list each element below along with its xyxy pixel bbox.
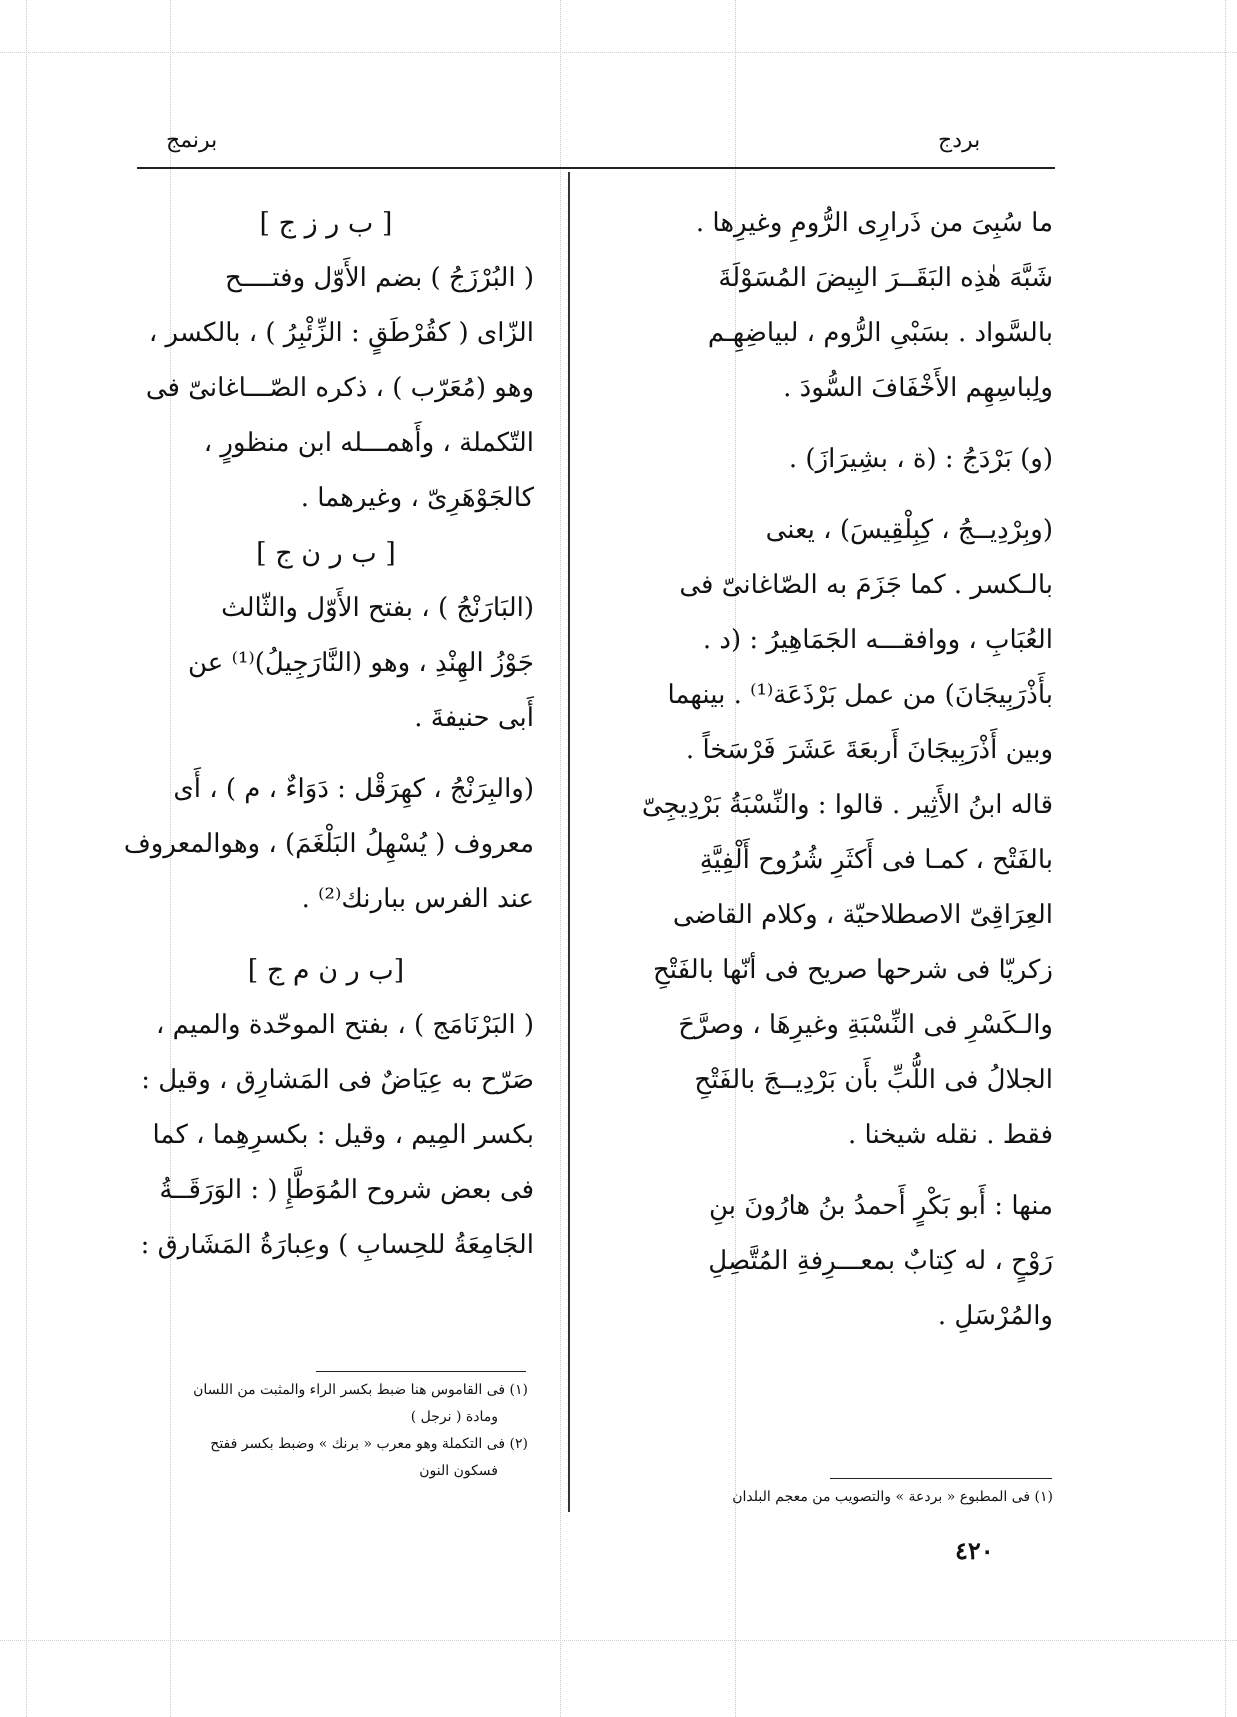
text-line: بالسَّواد . بسَبْىِ الرُّوم ، لبياضِهِـم [707,318,1053,348]
text-line: رَوْحٍ ، له كِتابٌ بمعـــرِفةِ المُتَّصِلِ [708,1246,1053,1276]
text-line: عند الفرس ببارنك⁽²⁾ . [301,884,534,914]
footnote-rule-right [830,1478,1052,1479]
text-line: شَبَّهَ هٰذِه البَقَــرَ البِيضَ المُسَوْلَةَ [718,263,1053,293]
text-line: وبين أَذْرَبِيجَانَ أَربعَةَ عَشَرَ فَرْسَخاً . [685,735,1053,765]
scan-guide [560,0,561,1717]
text-line: والمُرْسَلِ . [937,1301,1053,1331]
text-line: العُبَابِ ، ووافقـــه الجَمَاهِيرُ : (د . [702,625,1053,655]
text-line: (البَارَنْجُ ) ، بفتح الأَوّل والثّالث [221,593,534,623]
entry-heading: [ب ر ن م ج ] [247,955,405,986]
footnote-line: فسكون النون [419,1463,498,1479]
footnote-rule-left [316,1371,526,1372]
text-line: (وبِرْدِيــجُ ، كِبِلْقِيسَ) ، يعنى [765,515,1053,545]
footnote-line: ومادة ( نرجل ) [410,1409,498,1425]
text-line: الزّاى ( كقُرْطَقٍ : الزِّئْبِرُ ) ، بالكسر ، [148,318,534,348]
text-line: (والبِرَنْجُ ، كهِرَقْل : دَوَاءٌ ، م ) ، أَى [173,774,534,804]
text-line: ( البُرْزَجُ ) بضم الأَوّل وفتــــح [225,263,534,293]
text-line: ولِباسِهِم الأَخْفَافَ السُّودَ . [783,373,1053,403]
footnote-right: (١) فى المطبوع « بردعة » والتصويب من معجم البلدان [732,1489,1053,1505]
entry-bardaj: (و) بَرْدَجُ : (ة ، بشِيرَازَ) . [788,444,1053,474]
text-line: صَرّح به عِيَاضٌ فى المَشارِق ، وقيل : [141,1065,534,1095]
scan-guide [1225,0,1226,1717]
text-line: كالجَوْهَرِىّ ، وغيرهما . [300,483,534,513]
text-line: ما سُبِىَ من ذَرارِى الرُّومِ وغيرِها . [695,208,1053,238]
text-line: بكسر المِيم ، وقيل : بكسرِهِما ، كما [152,1120,534,1150]
text-line: الجَامِعَةُ للحِسابِ ) وعِبارَةُ المَشَارق : [140,1230,534,1260]
footnotes-left [108,1377,528,1485]
right-column [605,196,1053,1344]
text-line: فقط . نقله شيخنا . [848,1120,1053,1150]
text-line: منها : أَبو بَكْرٍ أَحمدُ بنُ هارُونَ بنِ [709,1191,1053,1221]
text-line: وهو (مُعَرّب ) ، ذكره الصّـــاغانىّ فى [145,373,534,403]
scan-guide [0,52,1237,53]
text-line: والـكَسْرِ فى النِّسْبَةِ وغيرِهَا ، وصرَّحَ [678,1010,1053,1040]
running-head-right: بردج [938,128,981,153]
entry-heading: [ ب ر ز ج ] [259,208,393,239]
entry-heading: [ ب ر ن ج ] [256,538,396,569]
text-line: قاله ابنُ الأَثِير . قالوا : والنِّسْبَةُ بَرْدِيجِىّ [641,790,1053,820]
scan-guide [0,1640,1237,1641]
text-line: بالـكسر . كما جَزَمَ به الصّاغانىّ فى [679,570,1053,600]
scan-guide [26,0,27,1717]
text-line: العِرَاقِىّ الاصطلاحيّة ، وكلام القاضى [672,900,1053,930]
text-line: الجلالُ فى اللُّبِّ بأَن بَرْدِيــجَ بالفَتْحِ [694,1065,1053,1095]
text-line: زكريّا فى شرحها صريح فى أنّها بالفَتْحِ [652,955,1053,985]
text-line: أَبى حنيفةَ . [414,703,534,733]
page-number: ٤٢٠ [955,1536,994,1565]
text-line: معروف ( يُسْهِلُ البَلْغَمَ) ، وهوالمعروف [123,829,534,859]
text-line: فى بعض شروح المُوَطَّإِ ( : الوَرَقَــةُ [159,1175,534,1205]
footnote-line: (١) فى القاموس هنا ضبط بكسر الراء والمثبت من اللسان [193,1382,528,1398]
text-line: بأَذْرَبِيجَانَ) من عمل بَرْذَعَة⁽¹⁾ . بينهما [667,680,1053,710]
text-line: ( البَرْنَامَج ) ، بفتح الموحّدة والميم ، [156,1010,534,1040]
left-column [118,196,534,1273]
text-line: جَوْزُ الهِنْدِ ، وهو (النَّارَجِيلُ)⁽¹⁾ عن [188,648,534,678]
footnote-line: (٢) فى التكملة وهو معرب « برنك » وضبط بكسر ففتح [210,1436,528,1452]
text-line: التّكملة ، وأَهمـــله ابن منظورٍ ، [203,428,534,458]
text-line: بالفَتْح ، كمـا فى أَكثَرِ شُرُوح أَلْفِيَّةِ [699,845,1053,875]
column-divider [568,172,570,1512]
running-head-left: برنمج [166,128,218,153]
header-rule [137,167,1055,169]
